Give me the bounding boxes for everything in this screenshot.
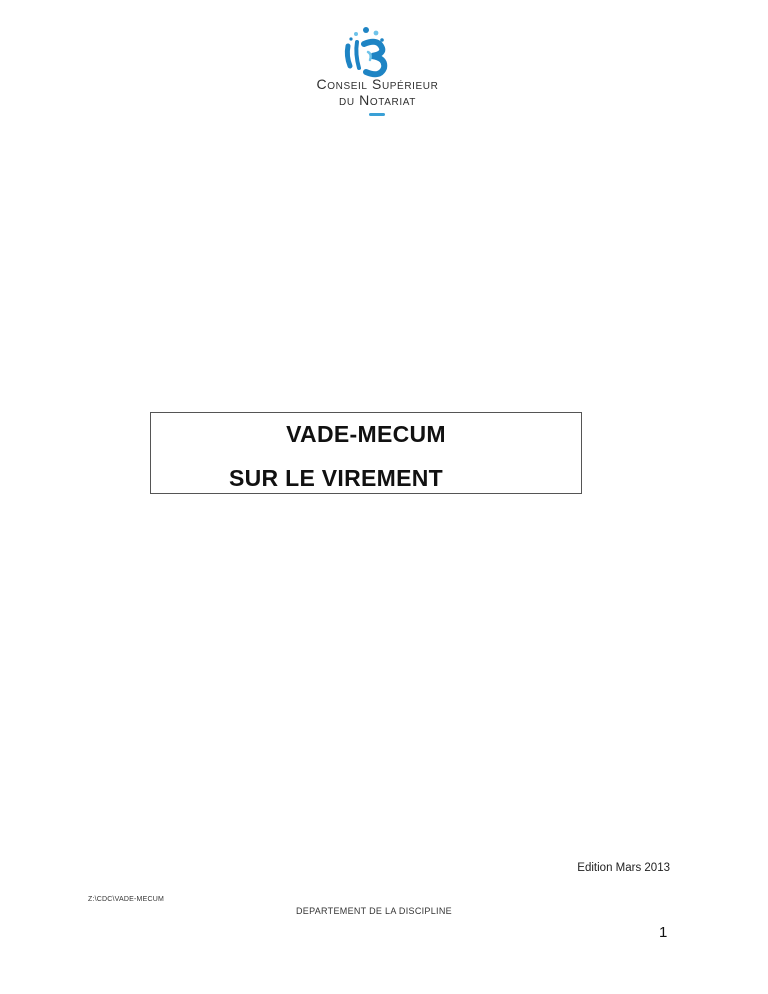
logo-line-2: du Notariat: [339, 92, 416, 108]
title-box: [150, 412, 582, 494]
csn-logo: [290, 24, 480, 124]
edition-date: Edition Mars 2013: [577, 862, 670, 874]
department-label: DEPARTEMENT DE LA DISCIPLINE: [296, 906, 452, 916]
logo-wordmark: [290, 76, 465, 108]
logo-accent-dash: [369, 113, 385, 116]
file-path: Z:\CDC\VADE-MECUM: [88, 896, 164, 903]
csn-emblem-icon: [342, 24, 394, 80]
logo-line-1: Conseil Supérieur: [316, 76, 439, 92]
page-number: 1: [659, 924, 668, 941]
title-line-1: VADE-MECUM: [286, 421, 446, 447]
title-line-2: SUR LE VIREMENT: [228, 465, 444, 491]
